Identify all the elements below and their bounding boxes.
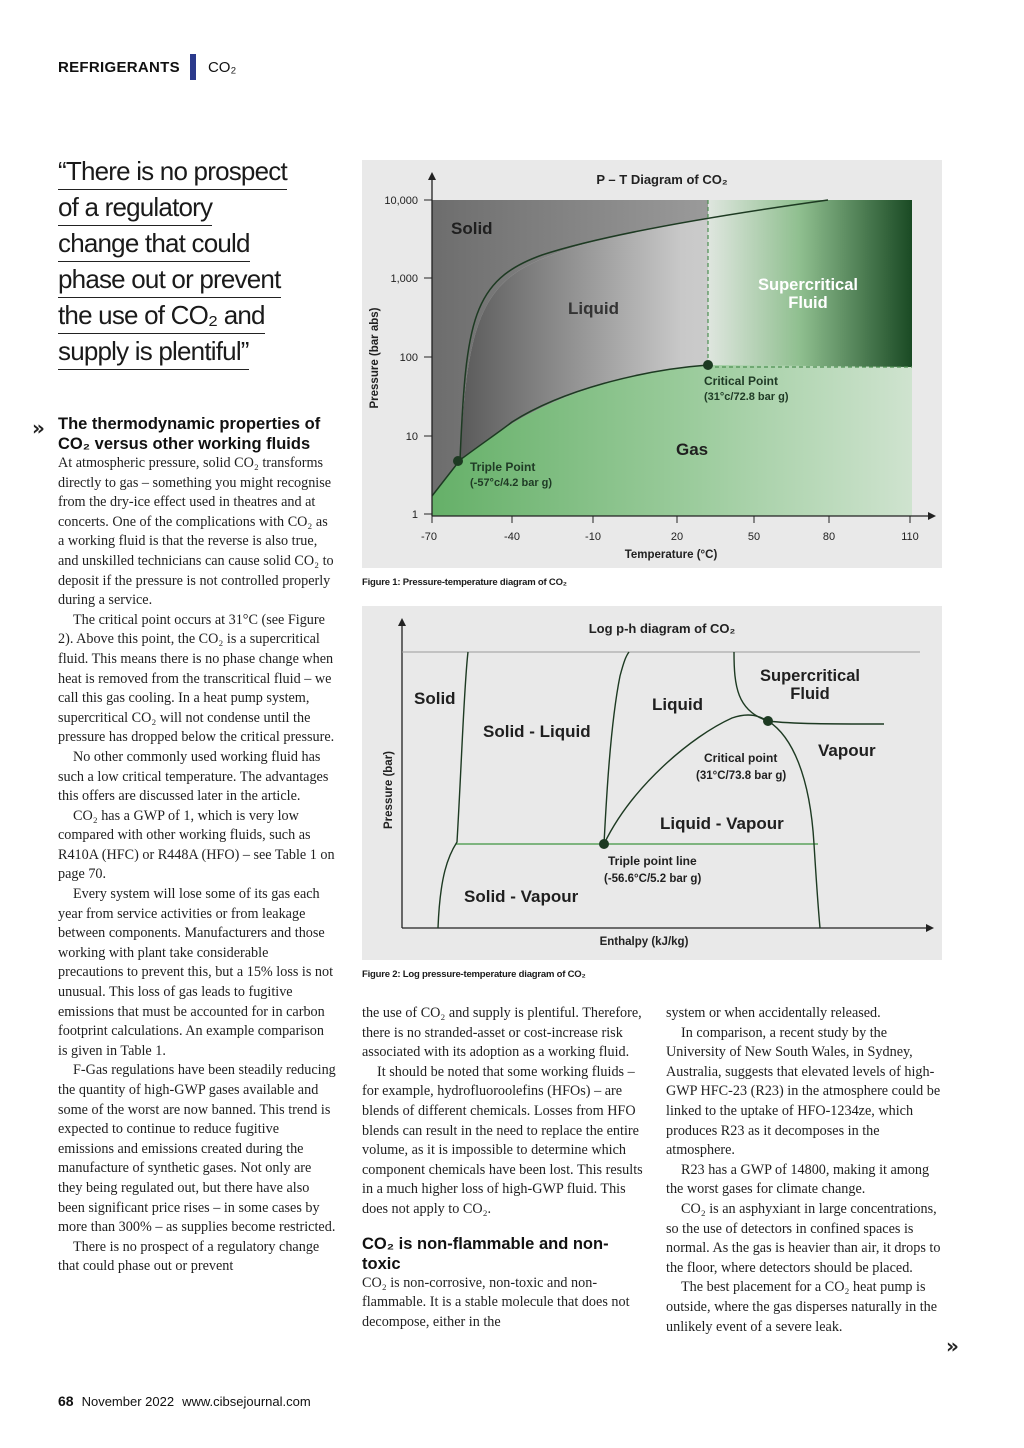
issue-date: November 2022 [81, 1394, 175, 1409]
triple-point-marker [599, 839, 609, 849]
region-label-solid: Solid [414, 689, 456, 708]
pt-diagram-svg [362, 160, 942, 568]
y-ticks [384, 195, 432, 521]
body-paragraph: the use of CO₂ and supply is plentiful. Therefore, there is no stranded-asset or cost-increase risk associated with its adoption as a working fluid. [362, 1005, 642, 1061]
ph-diagram-svg [362, 606, 942, 960]
section-heading: The thermodynamic properties of CO₂ versus other working fluids [58, 415, 321, 453]
body-paragraph: There is no prospect of a regulatory change that could phase out or prevent [58, 1238, 320, 1275]
figure-2-caption: Figure 2: Log pressure-temperature diagram of CO₂ [362, 969, 586, 980]
y-axis-label: Pressure (bar abs) [369, 307, 381, 409]
x-axis-arrow-icon [928, 512, 936, 520]
pull-quote-line: phase out or prevent [58, 264, 281, 298]
body-paragraph: F-Gas regulations have been steadily reducing the quantity of high-GWP gases available and some of the worst are now banned. This trend is expected to continue to reduce fugitive emissions and emissions created during the manufacture of synthetic gases. Not only are they being regulated out, but there have also been significant price rises – in some cases by more than 300% – as supplies become restricted. [58, 1062, 336, 1236]
body-paragraph: The critical point occurs at 31°C (see Figure 2). Above this point, the CO₂ is a supercritical fluid. This means there is no phase change when heat is removed from the transcritical fluid – we call this gas cooling. In a heat pump system, supercritical CO₂ will not condense until the pressure has dropped below the critical pressure. [58, 611, 335, 746]
body-paragraph: system or when accidentally released. [666, 1005, 881, 1021]
body-paragraph: Every system will lose some of its gas each year from service activities or from leakage between components. Manufacturers and those working with plant take considerable precautions to prevent this, but a 15% loss is not unusual. This loss of gas leads to fugitive emissions that must be accounted for in carbon footprint calculations. An example comparison is given in Table 1. [58, 886, 334, 1059]
page-number: 68 [58, 1393, 74, 1409]
body-paragraph: CO₂ is non-corrosive, non-toxic and non-flammable. It is a stable molecule that does not decompose, either in the [362, 1274, 630, 1330]
body-paragraph: R23 has a GWP of 14800, making it among the worst gases for climate change. [666, 1161, 930, 1198]
x-tick-label: 110 [901, 531, 919, 543]
article-column-3 [666, 1004, 948, 1337]
triple-point-value: (-56.6°C/5.2 bar g) [604, 873, 702, 885]
y-axis-arrow-icon [428, 172, 436, 180]
x-tick-label: 20 [670, 531, 684, 543]
liquid-melting-curve [604, 652, 629, 844]
x-axis-label: Enthalpy (kJ/kg) [599, 936, 689, 948]
region-label-supercritical: Supercritical [760, 667, 860, 685]
x-axis-arrow-icon [926, 924, 934, 932]
y-tick-label: 1 [411, 509, 418, 521]
body-paragraph: At atmospheric pressure, solid CO₂ transforms directly to gas – something you might recognise from the dry-ice effect used in theatres and at concerts. One of the complications with CO₂ as a working fluid is that the reverse is also true, and unskilled technicians can cause solid CO₂ to deposit if the pressure is not controlled properly during a service. [58, 455, 334, 609]
x-tick-label: 80 [822, 531, 836, 543]
pull-quote-line: supply is plentiful” [58, 336, 249, 370]
x-ticks [421, 516, 919, 543]
y-axis-arrow-icon [398, 618, 406, 626]
x-axis-label: Temperature (°C) [624, 549, 718, 561]
pull-quote-line: the use of CO₂ and [58, 300, 265, 334]
region-label-solid-vapour: Solid - Vapour [464, 887, 579, 906]
chart-title: Log p-h diagram of CO₂ [588, 621, 736, 636]
triple-point-label: Triple Point [470, 460, 536, 474]
x-tick-label: -70 [421, 531, 437, 543]
region-label-fluid: Fluid [788, 294, 828, 312]
body-paragraph: The best placement for a CO₂ heat pump is outside, where the gas disperses naturally in the unlikely event of a severe leak. [666, 1279, 938, 1335]
running-header [58, 54, 236, 80]
critical-point-value: (31°c/72.8 bar g) [704, 391, 789, 403]
figure-1-pt-diagram [362, 160, 942, 568]
region-label-liquid: Liquid [652, 695, 703, 714]
x-tick-label: 50 [747, 531, 761, 543]
website-url: www.cibsejournal.com [182, 1394, 311, 1409]
body-paragraph: No other commonly used working fluid has such a low critical temperature. The advantages this offers are discussed later in the article. [58, 748, 329, 805]
region-label-supercritical: Supercritical [758, 276, 858, 294]
region-label-fluid: Fluid [790, 685, 830, 703]
critical-point-label: Critical point [704, 751, 778, 765]
topic-label: CO₂ [207, 58, 237, 76]
y-tick-label: 100 [399, 352, 418, 364]
critical-point-marker [763, 716, 773, 726]
y-tick-label: 10 [405, 431, 418, 443]
region-label-liquid-vapour: Liquid - Vapour [660, 814, 784, 833]
article-column-2 [362, 1004, 644, 1332]
region-label-liquid: Liquid [568, 299, 619, 318]
figure-2-ph-diagram [362, 606, 942, 960]
y-tick-label: 1,000 [390, 273, 418, 285]
section-heading: CO₂ is non-flammable and non-toxic [362, 1234, 609, 1273]
critical-point-marker [703, 360, 713, 370]
region-label-solid: Solid [451, 219, 493, 238]
continue-chevron-icon: » [946, 1334, 959, 1358]
figure-1-caption: Figure 1: Pressure-temperature diagram of CO₂ [362, 577, 567, 588]
chart-title: P – T Diagram of CO₂ [596, 172, 728, 187]
region-label-gas: Gas [676, 440, 709, 459]
pull-quote-line: change that could [58, 228, 250, 262]
pull-quote-line: of a regulatory [58, 192, 212, 226]
triple-point-label: Triple point line [608, 854, 697, 868]
pull-quote-line: “There is no prospect [58, 156, 287, 190]
body-paragraph: In comparison, a recent study by the University of New South Wales, in Sydney, Australia, suggests that elevated levels of high-GWP HFC-23 (R23) in the atmosphere could be linked to the uptake of HFO-1234ze, which produces R23 as it decomposes in the atmosphere. [666, 1024, 941, 1159]
critical-point-value: (31°C/73.8 bar g) [696, 770, 787, 782]
section-start-chevron-icon: » [32, 416, 45, 440]
region-label-solid-liquid: Solid - Liquid [483, 722, 591, 741]
section-label: REFRIGERANTS [58, 58, 180, 76]
triple-point-value: (-57°c/4.2 bar g) [470, 477, 553, 489]
critical-point-label: Critical Point [704, 374, 779, 388]
region-label-vapour: Vapour [818, 741, 876, 760]
body-paragraph: CO₂ has a GWP of 1, which is very low compared with other working fluids, such as R410A (HFC) or R448A (HFO) – see Table 1 on page 70. [58, 807, 335, 883]
y-tick-label: 10,000 [384, 195, 418, 207]
triple-point-marker [453, 456, 463, 466]
y-axis-label: Pressure (bar) [383, 751, 395, 829]
page-footer [58, 1393, 311, 1409]
body-paragraph: CO₂ is an asphyxiant in large concentrations, so the use of detectors in confined spaces is normal. As the gas is heavier than air, it drops to the floor, where detectors should be placed. [666, 1200, 941, 1276]
article-column-1 [58, 414, 336, 1277]
x-tick-label: -40 [504, 531, 520, 543]
pull-quote [58, 156, 338, 372]
x-tick-label: -10 [585, 531, 601, 543]
header-divider-bar [190, 54, 196, 80]
body-paragraph: It should be noted that some working fluids – for example, hydrofluoroolefins (HFOs) – are blends of different chemicals. Losses from HFO blends can result in the need to replace the entire volume, as it is impossible to determine which component chemicals have been lost. This results in a much higher loss of high-GWP fluid. This does not apply to CO₂. [362, 1063, 643, 1217]
